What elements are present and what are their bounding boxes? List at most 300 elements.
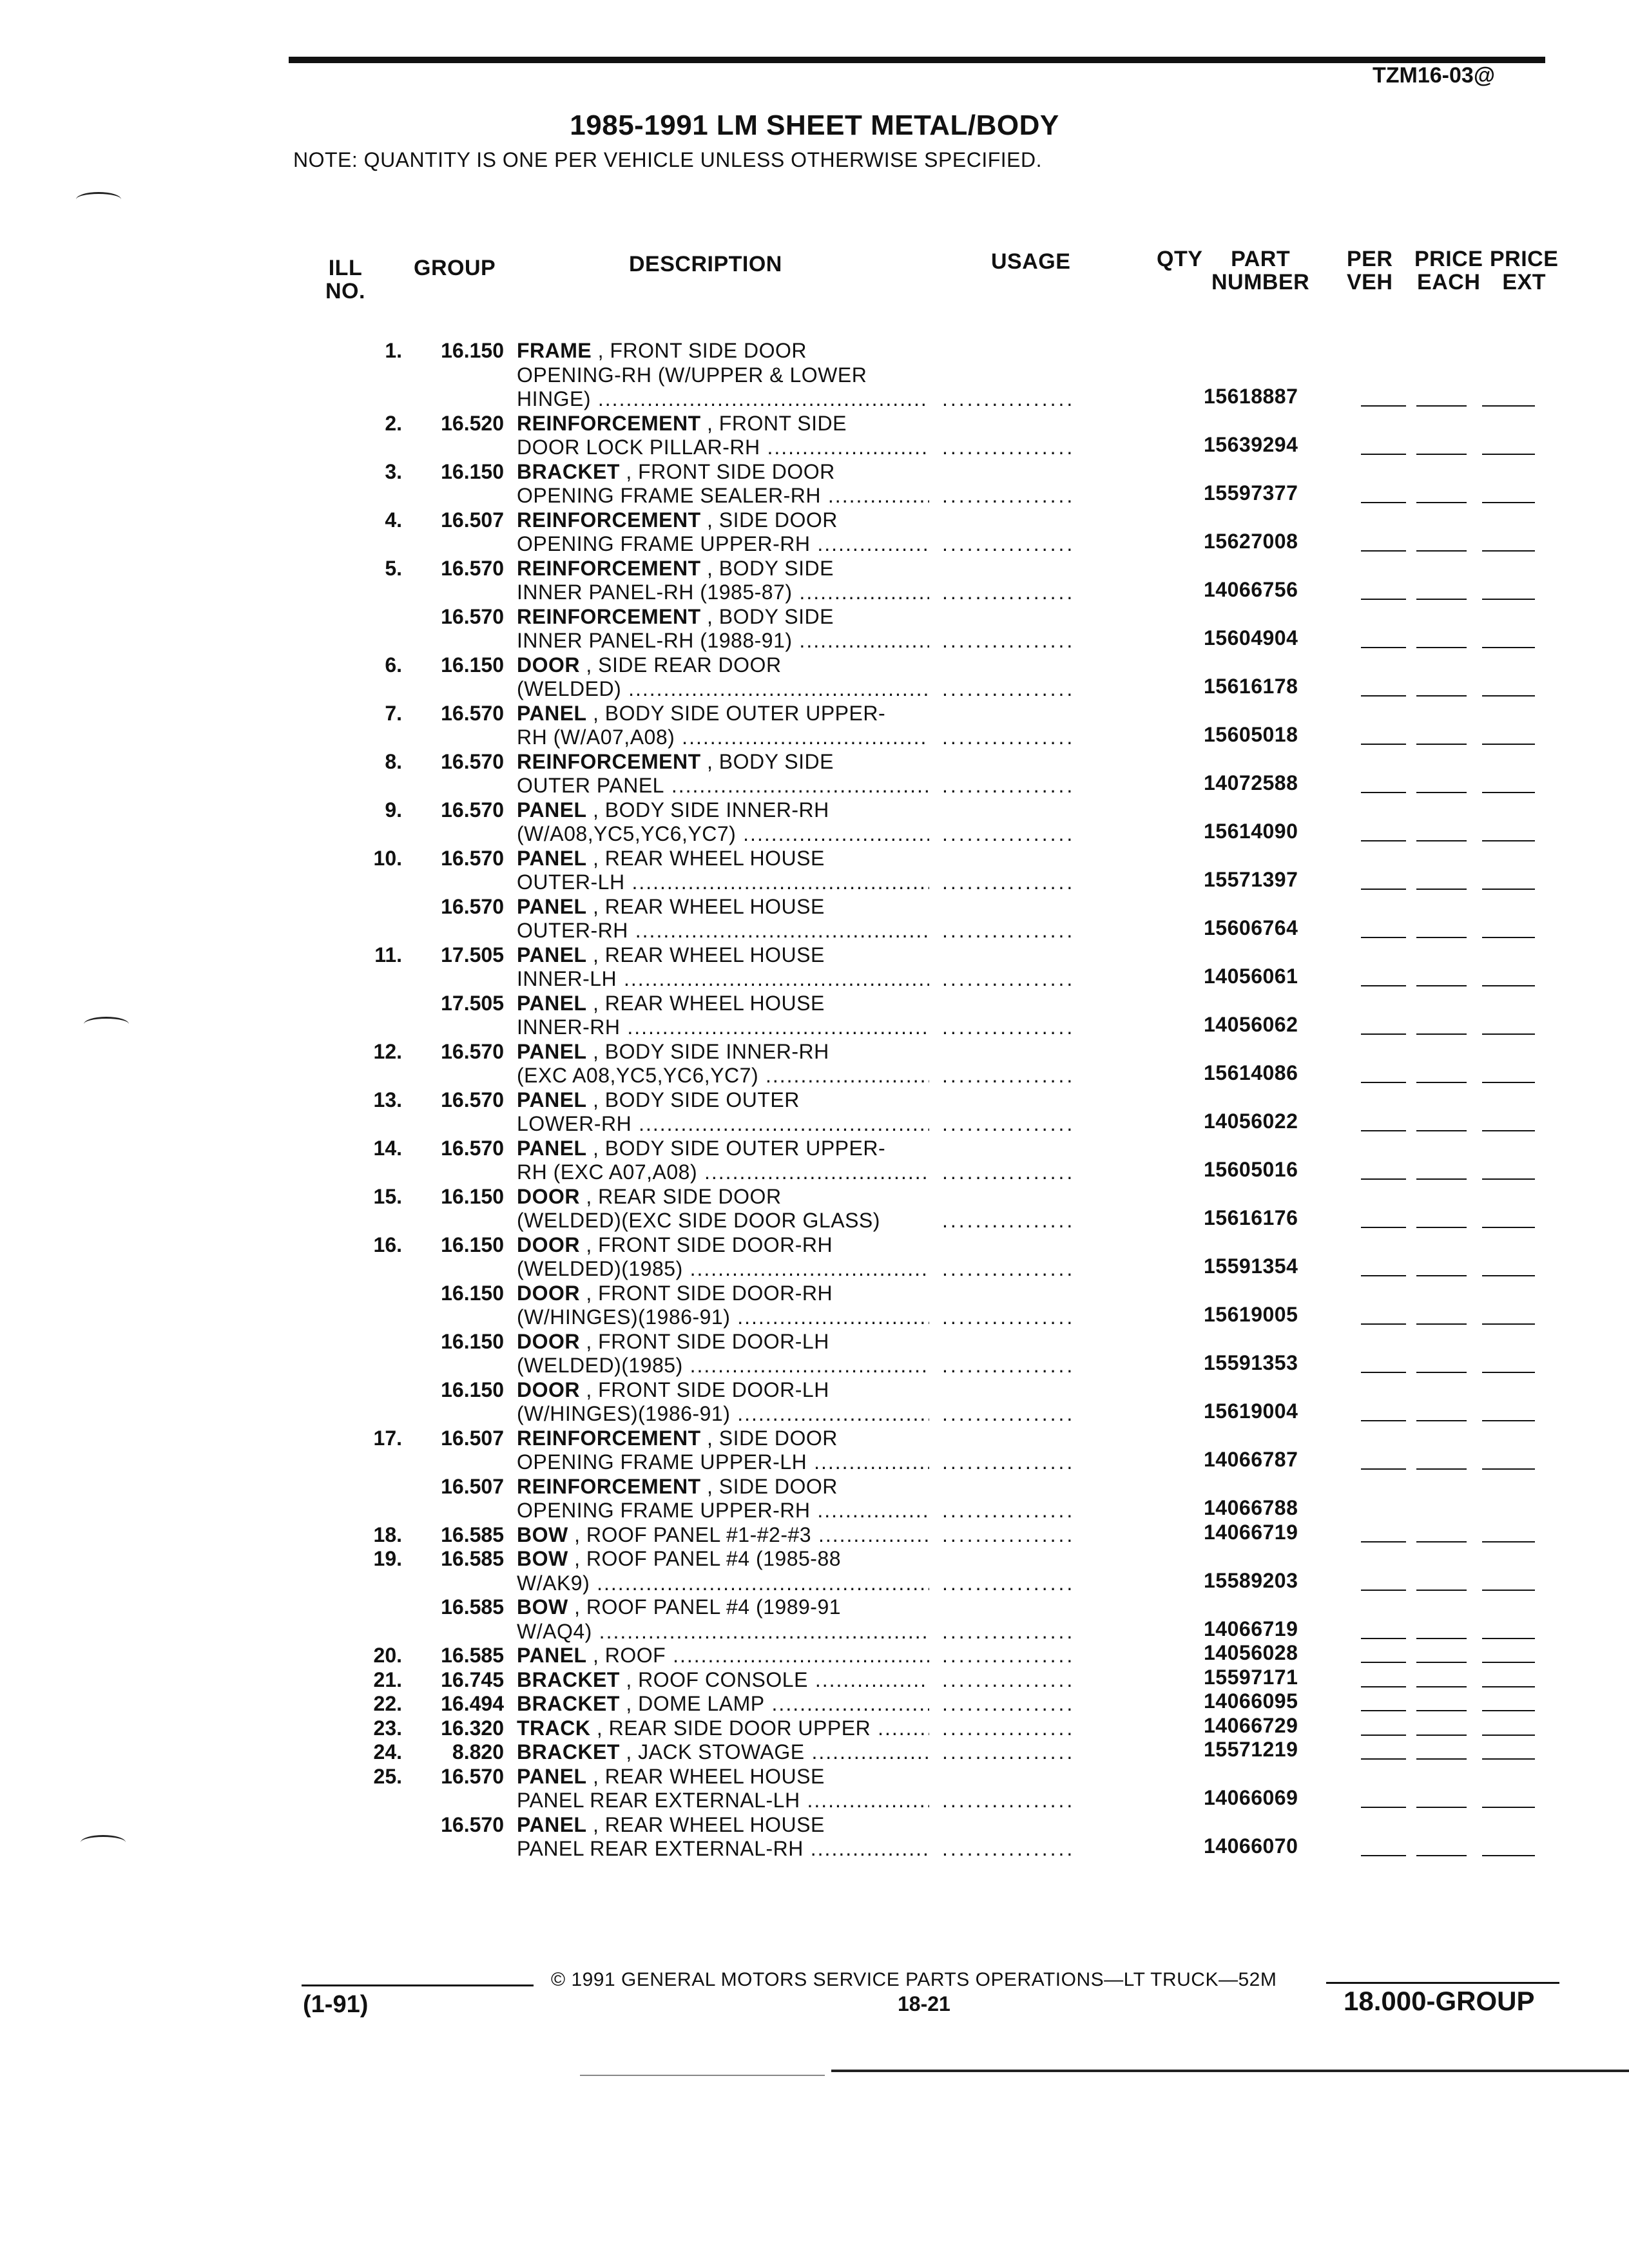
usage-leader: ................ [942,484,1075,507]
description-line: DOOR LOCK PILLAR-RH ..... [517,436,929,460]
description-keyword: PANEL [517,991,587,1015]
group-code: 16.570 [441,556,504,580]
per-veh-blank [1361,889,1406,890]
description-keyword: BRACKET [517,1692,620,1715]
description-keyword: DOOR [517,1378,580,1401]
footer-copyright: © 1991 GENERAL MOTORS SERVICE PARTS OPERATIONS—LT TRUCK—52M [551,1969,1277,1990]
price-each-blank [1416,1372,1467,1373]
price-ext-blank [1482,1735,1535,1736]
price-each-blank [1416,1638,1467,1639]
description-line: OUTER-LH ..... [517,870,929,895]
table-row [0,653,1629,702]
group-code: 16.570 [441,701,504,725]
usage-leader: ................ [942,1160,1075,1184]
price-each-blank [1416,1275,1467,1276]
description-text: , REAR SIDE DOOR [580,1184,782,1208]
ill-number: 13. [373,1088,402,1111]
description-text: , ROOF [586,1644,666,1667]
ill-number: 23. [373,1716,402,1740]
parts-list [0,339,1629,1861]
price-each-blank [1416,889,1467,890]
price-ext-blank [1482,1807,1535,1808]
ill-number: 16. [373,1233,402,1256]
description-keyword: BRACKET [517,459,620,483]
description-line: OUTER PANEL ..... [517,774,929,798]
part-description [517,750,929,798]
footer-rule [302,1984,534,1986]
bottom-rule [580,2075,825,2076]
description-line: OPENING FRAME UPPER-RH ..... [517,532,929,557]
description-text: , ROOF PANEL #4 (1989-91 [568,1595,842,1619]
group-code: 16.585 [441,1523,504,1546]
part-description [517,798,929,847]
ill-number: 19. [373,1547,402,1570]
price-each-blank [1416,840,1467,841]
per-veh-blank [1361,1420,1406,1421]
price-each-blank [1416,792,1467,793]
per-veh-blank [1361,1638,1406,1639]
price-ext-blank [1482,1758,1535,1760]
description-keyword: DOOR [517,1233,580,1256]
table-row [0,1595,1629,1644]
description-text: , ROOF CONSOLE [619,1667,808,1691]
ill-number: 25. [373,1764,402,1788]
usage-leader: ................ [942,1644,1075,1667]
ill-number: 5. [385,556,402,580]
price-each-blank [1416,1710,1467,1711]
ill-number: 10. [373,846,402,870]
description-line: (WELDED)(EXC SIDE DOOR GLASS) [517,1209,880,1232]
table-row [0,412,1629,460]
price-each-blank [1416,1420,1467,1421]
table-row [0,992,1629,1040]
part-description [517,1740,929,1765]
per-veh-blank [1361,744,1406,745]
usage-leader: ................ [942,387,1075,410]
description-line: OPENING FRAME UPPER-LH ..... [517,1450,929,1475]
description-text: , SIDE DOOR [700,1474,838,1498]
part-number: 14066787 [1204,1448,1298,1471]
description-text: , REAR WHEEL HOUSE [586,894,825,918]
per-veh-blank [1361,1468,1406,1470]
group-code: 16.507 [441,508,504,532]
group-code: 16.150 [441,1233,504,1256]
per-veh-blank [1361,599,1406,600]
ill-number: 3. [385,459,402,483]
table-row [0,798,1629,847]
part-number: 15591354 [1204,1254,1298,1278]
description-keyword: PANEL [517,1088,587,1111]
footer-rule [1326,1982,1559,1984]
part-description [517,1716,929,1741]
ill-number: 15. [373,1184,402,1208]
header-part-number: PART NUMBER [1211,247,1310,294]
per-veh-blank [1361,1686,1406,1687]
price-ext-blank [1482,1227,1535,1228]
part-description [517,702,929,750]
per-veh-blank [1361,792,1406,793]
table-row [0,1475,1629,1523]
part-number: 15627008 [1204,530,1298,553]
part-number: 14066729 [1204,1713,1298,1737]
part-description [517,1137,929,1185]
table-row [0,339,1629,412]
part-number: 14072588 [1204,771,1298,794]
description-text: , SIDE REAR DOOR [580,653,782,677]
header-qty: QTY [1157,247,1203,271]
part-description [517,1282,929,1330]
per-veh-blank [1361,647,1406,648]
part-description [517,1644,929,1668]
description-line: OPENING-RH (W/UPPER & LOWER [517,363,867,387]
description-text: , BODY SIDE OUTER UPPER- [586,1136,886,1160]
group-code: 16.570 [441,1088,504,1111]
group-code: 16.745 [441,1667,504,1691]
document-code: TZM16-03@ [1373,63,1495,88]
part-description [517,412,929,460]
usage-leader: ................ [942,1450,1075,1474]
part-number: 15605018 [1204,723,1298,746]
usage-leader: ................ [942,436,1075,459]
description-keyword: PANEL [517,894,587,918]
description-text: , REAR WHEEL HOUSE [586,943,825,966]
description-keyword: PANEL [517,1764,587,1788]
description-line: (W/A08,YC5,YC6,YC7) ..... [517,822,929,847]
description-line: RH (W/A07,A08) ..... [517,726,929,750]
per-veh-blank [1361,1590,1406,1591]
description-line: OPENING FRAME SEALER-RH ..... [517,484,929,508]
part-description [517,895,929,943]
per-veh-blank [1361,985,1406,986]
description-text: , FRONT SIDE DOOR-RH [580,1233,833,1256]
group-code: 16.150 [441,1329,504,1353]
description-keyword: TRACK [517,1716,591,1740]
part-number: 14056022 [1204,1110,1298,1133]
price-each-blank [1416,695,1467,697]
part-number: 15589203 [1204,1568,1298,1592]
header-price-each: PRICE EACH [1414,247,1483,294]
per-veh-blank [1361,840,1406,841]
description-line: (EXC A08,YC5,YC6,YC7) ..... [517,1064,929,1088]
table-row [0,847,1629,895]
price-ext-blank [1482,1855,1535,1856]
part-number: 14066095 [1204,1689,1298,1713]
description-keyword: PANEL [517,1644,587,1667]
price-each-blank [1416,1541,1467,1542]
price-each-blank [1416,985,1467,986]
description-keyword: BOW [517,1523,568,1546]
description-line: INNER-LH ..... [517,967,929,992]
group-code: 8.820 [452,1740,504,1763]
table-row [0,1330,1629,1378]
usage-leader: ................ [942,919,1075,942]
description-keyword: PANEL [517,1039,587,1063]
price-each-blank [1416,1590,1467,1591]
per-veh-blank [1361,1178,1406,1180]
description-line: (WELDED)(1985) ..... [517,1354,929,1378]
description-keyword: PANEL [517,1136,587,1160]
price-each-blank [1416,1686,1467,1687]
description-text: , BODY SIDE [700,604,834,628]
description-keyword: FRAME [517,339,592,362]
description-text: , JACK STOWAGE [619,1740,805,1763]
part-number: 14056062 [1204,1013,1298,1036]
part-number: 15614090 [1204,820,1298,843]
usage-leader: ................ [942,774,1075,797]
part-description [517,1233,929,1282]
description-line: (WELDED)(1985) ..... [517,1257,929,1282]
description-keyword: BOW [517,1547,568,1570]
ill-number: 8. [385,749,402,773]
part-description [517,1523,929,1548]
description-line: W/AQ4) ..... [517,1620,929,1644]
price-ext-blank [1482,1638,1535,1639]
usage-leader: ................ [942,1740,1075,1763]
price-each-blank [1416,1662,1467,1663]
description-text: , BODY SIDE [700,749,834,773]
per-veh-blank [1361,1033,1406,1035]
part-description [517,992,929,1040]
group-code: 16.150 [441,459,504,483]
group-code: 16.507 [441,1426,504,1450]
description-keyword: REINFORCEMENT [517,1426,701,1450]
part-number: 15616178 [1204,675,1298,698]
part-number: 14066719 [1204,1617,1298,1640]
usage-leader: ................ [942,1716,1075,1740]
price-ext-blank [1482,1323,1535,1325]
description-text: , BODY SIDE [700,556,834,580]
header-ill-no: ILL NO. [325,256,365,303]
usage-leader: ................ [942,870,1075,894]
group-code: 16.150 [441,1184,504,1208]
price-ext-blank [1482,792,1535,793]
usage-leader: ................ [942,1667,1075,1691]
usage-leader: ................ [942,1257,1075,1280]
part-description [517,1330,929,1378]
price-each-blank [1416,405,1467,407]
description-keyword: DOOR [517,1329,580,1353]
part-description [517,1692,929,1716]
group-code: 16.520 [441,411,504,435]
per-veh-blank [1361,1130,1406,1131]
usage-leader: ................ [942,822,1075,845]
description-keyword: PANEL [517,798,587,822]
group-code: 16.150 [441,1378,504,1401]
description-text: , REAR WHEEL HOUSE [586,1812,825,1836]
price-ext-blank [1482,985,1535,986]
description-line: INNER PANEL-RH (1985-87) ..... [517,581,929,605]
part-number: 14066719 [1204,1520,1298,1544]
description-line: (W/HINGES)(1986-91) ..... [517,1402,929,1427]
table-row [0,1689,1629,1716]
table-row [0,508,1629,557]
part-number: 15639294 [1204,433,1298,456]
part-number: 15618887 [1204,385,1298,408]
price-ext-blank [1482,744,1535,745]
per-veh-blank [1361,550,1406,552]
description-line: INNER PANEL-RH (1988-91) ..... [517,629,929,653]
description-line: HINGE) ..... [517,387,929,412]
price-each-blank [1416,550,1467,552]
quantity-note: NOTE: QUANTITY IS ONE PER VEHICLE UNLESS OTHERWISE SPECIFIED. [293,148,1042,171]
header-price-ext: PRICE EXT [1490,247,1559,294]
usage-leader: ................ [942,1112,1075,1135]
part-description [517,1475,929,1523]
description-keyword: DOOR [517,1184,580,1208]
footer-group-ref: 18.000-GROUP [1344,1986,1535,2016]
price-each-blank [1416,502,1467,503]
table-row [0,1520,1629,1548]
table-row [0,1713,1629,1741]
description-keyword: PANEL [517,701,587,725]
group-code: 16.150 [441,1281,504,1305]
part-description [517,1595,929,1644]
part-description [517,653,929,702]
group-code: 16.585 [441,1595,504,1619]
price-each-blank [1416,1735,1467,1736]
price-ext-blank [1482,1710,1535,1711]
group-code: 16.494 [441,1692,504,1715]
usage-leader: ................ [942,1499,1075,1522]
description-keyword: BRACKET [517,1667,620,1691]
price-each-blank [1416,1758,1467,1760]
per-veh-blank [1361,1541,1406,1542]
description-text: , ROOF PANEL #4 (1985-88 [568,1547,842,1570]
description-keyword: PANEL [517,846,587,870]
usage-leader: ................ [942,1523,1075,1546]
usage-leader: ................ [942,1209,1075,1232]
description-keyword: DOOR [517,1281,580,1305]
part-description [517,1378,929,1427]
price-ext-blank [1482,1686,1535,1687]
part-number: 14056028 [1204,1641,1298,1664]
group-code: 16.570 [441,1039,504,1063]
part-number: 15571219 [1204,1738,1298,1761]
price-each-blank [1416,1468,1467,1470]
description-line: INNER-RH ..... [517,1015,929,1040]
usage-leader: ................ [942,1064,1075,1087]
header-per-veh: PER VEH [1347,247,1393,294]
group-code: 16.570 [441,1812,504,1836]
part-number: 15597377 [1204,481,1298,505]
per-veh-blank [1361,405,1406,407]
description-text: , BODY SIDE INNER-RH [586,798,829,822]
description-keyword: PANEL [517,943,587,966]
description-text: , REAR WHEEL HOUSE [586,991,825,1015]
usage-leader: ................ [942,1015,1075,1039]
per-veh-blank [1361,1323,1406,1325]
part-number: 15605016 [1204,1158,1298,1181]
description-keyword: REINFORCEMENT [517,1474,701,1498]
table-row [0,1137,1629,1185]
group-code: 16.570 [441,846,504,870]
per-veh-blank [1361,1082,1406,1083]
price-ext-blank [1482,1662,1535,1663]
price-ext-blank [1482,502,1535,503]
usage-leader: ................ [942,581,1075,604]
per-veh-blank [1361,1710,1406,1711]
part-number: 14066070 [1204,1834,1298,1858]
ill-number: 22. [373,1692,402,1715]
group-code: 17.505 [441,991,504,1015]
description-text: , FRONT SIDE DOOR-RH [580,1281,833,1305]
description-line: (WELDED) ..... [517,677,929,702]
ill-number: 24. [373,1740,402,1763]
usage-leader: ................ [942,629,1075,652]
usage-leader: ................ [942,1692,1075,1715]
description-text: , FRONT SIDE DOOR [619,459,835,483]
per-veh-blank [1361,937,1406,938]
price-each-blank [1416,1323,1467,1325]
price-each-blank [1416,1082,1467,1083]
usage-leader: ................ [942,1837,1075,1860]
group-code: 16.570 [441,749,504,773]
price-ext-blank [1482,1372,1535,1373]
description-keyword: BOW [517,1595,568,1619]
part-number: 14066756 [1204,578,1298,601]
part-description [517,339,929,412]
description-keyword: DOOR [517,653,580,677]
table-row [0,750,1629,798]
price-each-blank [1416,599,1467,600]
ill-number: 12. [373,1039,402,1063]
ill-number: 14. [373,1136,402,1160]
price-ext-blank [1482,454,1535,455]
group-code: 16.570 [441,1136,504,1160]
header-group: GROUP [414,256,496,280]
per-veh-blank [1361,1372,1406,1373]
description-text: , FRONT SIDE DOOR-LH [580,1329,829,1353]
description-line: (W/HINGES)(1986-91) ..... [517,1305,929,1330]
description-line: OPENING FRAME UPPER-RH ..... [517,1499,929,1523]
description-keyword: REINFORCEMENT [517,508,701,532]
table-row [0,943,1629,992]
part-description [517,847,929,895]
per-veh-blank [1361,502,1406,503]
description-text: , DOME LAMP [619,1692,765,1715]
price-ext-blank [1482,1275,1535,1276]
group-code: 16.320 [441,1716,504,1740]
part-number: 15619005 [1204,1303,1298,1326]
table-row [0,1740,1629,1765]
table-row [0,1282,1629,1330]
part-description [517,1427,929,1475]
description-text: , BODY SIDE INNER-RH [586,1039,829,1063]
table-row [0,1233,1629,1282]
part-description [517,605,929,653]
usage-leader: ................ [942,967,1075,990]
group-code: 16.585 [441,1644,504,1667]
table-row [0,1665,1629,1693]
bottom-rule [831,2070,1629,2072]
per-veh-blank [1361,454,1406,455]
description-text: , FRONT SIDE DOOR-LH [580,1378,829,1401]
description-text: , ROOF PANEL #1-#2-#3 [568,1523,812,1546]
price-ext-blank [1482,550,1535,552]
price-ext-blank [1482,937,1535,938]
price-each-blank [1416,744,1467,745]
price-ext-blank [1482,1130,1535,1131]
per-veh-blank [1361,1662,1406,1663]
part-number: 15604904 [1204,626,1298,649]
part-number: 15616176 [1204,1206,1298,1229]
table-row [0,1185,1629,1233]
table-row [0,605,1629,653]
ill-number: 6. [385,653,402,677]
usage-leader: ................ [942,1354,1075,1377]
table-row [0,1088,1629,1137]
usage-leader: ................ [942,532,1075,555]
